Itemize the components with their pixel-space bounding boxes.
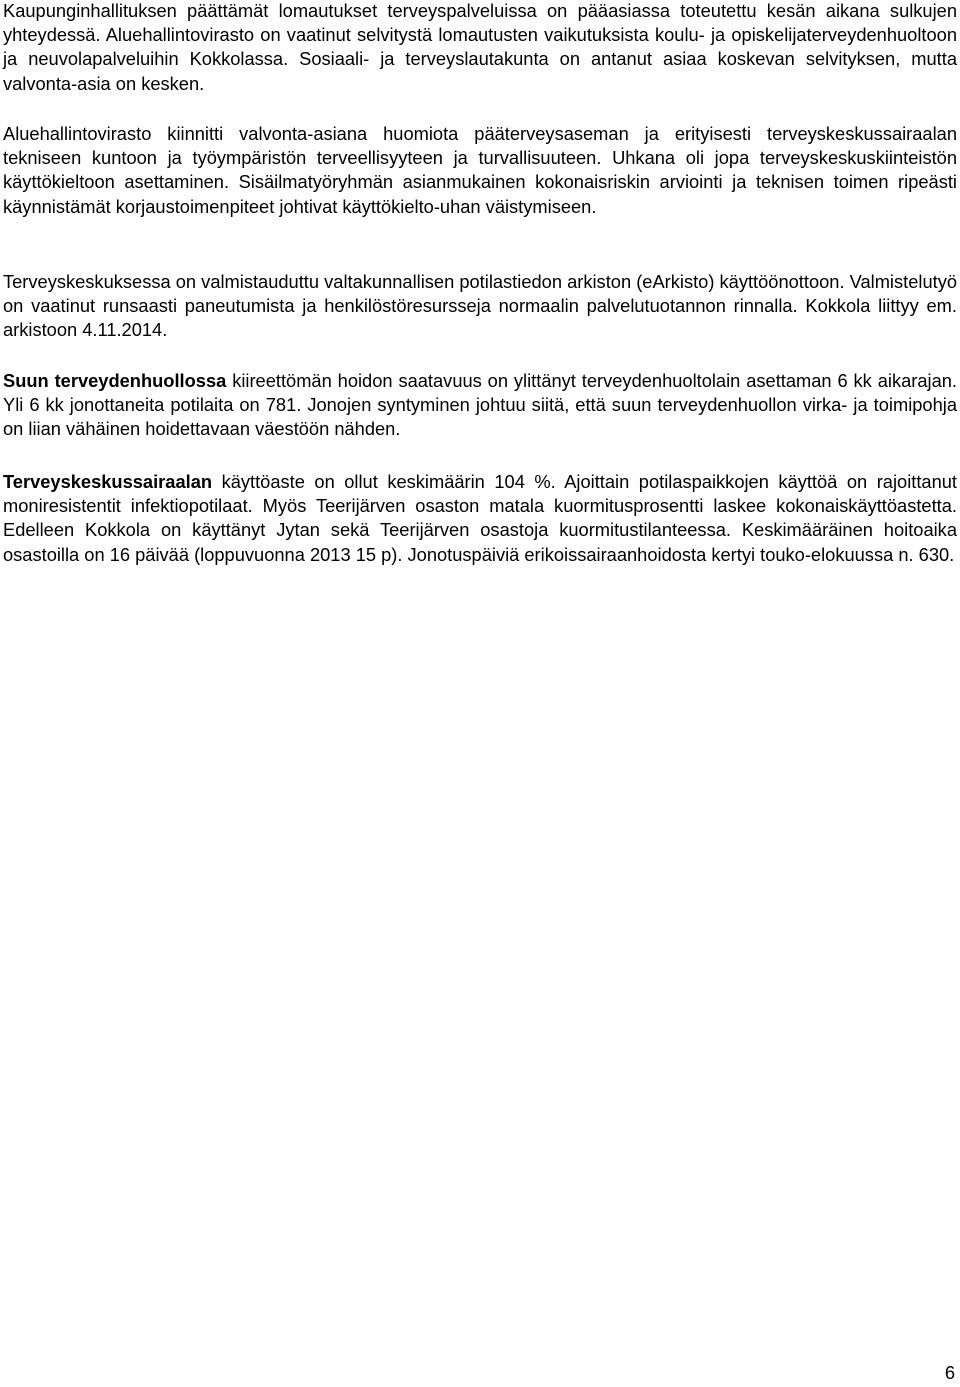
paragraph-suun-terveydenhuolto-text: kiireettömän hoidon saatavuus on ylittänyt terveydenhuoltolain asettaman 6 kk aikarajan. Yli 6 kk jonottaneita potilaita on 781. Jonojen syntyminen johtuu siitä, että suun terveydenhuollon virka- ja toimipohja on liian vähäinen hoidettavaan väestöön nähden. — [3, 370, 957, 440]
paragraph-aluehallintovirasto: Aluehallintovirasto kiinnitti valvonta-asiana huomiota pääterveysaseman ja erityisesti terveyskeskussairaalan tekniseen kuntoon ja työympäristön terveellisyyteen ja turvallisuuteen. Uhkana oli jopa terveyskeskuskiinteistön käyttökieltoon asettaminen. Sisäilmatyöryhmän asianmukainen kokonaisriskin arviointi ja teknisen toimen ripeästi käynnistämät korjaustoimenpiteet johtivat käyttökielto-uhan väistymiseen. — [3, 123, 957, 217]
paragraph-suun-terveydenhuolto — [3, 369, 957, 442]
paragraph-terveyskeskussairaala-text: käyttöaste on ollut keskimäärin 104 %. Ajoittain potilaspaikkojen käyttöä on rajoittanut moniresistentit infektiopotilaat. Myös Teerijärven osaston matala kuormitusprosentti laskee kokonaiskäyttöastetta. Edelleen Kokkola on käyttänyt Jytan sekä Teerijärven osastoja kuormitustilanteessa. Keskimääräinen hoitoaika osastoilla on 16 päivää (loppuvuonna 2013 15 p). Jonotuspäiviä erikoissairaanhoidosta kertyi touko-elokuussa n. 630. — [3, 471, 957, 565]
heading-suun-terveydenhuolto: Suun terveydenhuollossa — [3, 370, 227, 391]
paragraph-terveyskeskussairaala — [3, 470, 957, 567]
paragraph-lomautukset: Kaupunginhallituksen päättämät lomautukset terveyspalveluissa on pääasiassa toteutettu kesän aikana sulkujen yhteydessä. Aluehallintovirasto on vaatinut selvitystä lomautusten vaikutuksista koulu- ja opiskelijaterveydenhuoltoon ja neuvolapalveluihin Kokkolassa. Sosiaali- ja terveyslautakunta on antanut asiaa koskevan selvityksen, mutta valvonta-asia on kesken. — [3, 0, 957, 94]
page-number: 6 — [944, 1362, 955, 1383]
paragraph-earkisto: Terveyskeskuksessa on valmistauduttu valtakunnallisen potilastiedon arkiston (eArkisto) käyttöönottoon. Valmistelutyö on vaatinut runsaasti paneutumista ja henkilöstöresursseja normaalin palvelutuotannon rinnalla. Kokkola liittyy em. arkistoon 4.11.2014. — [3, 271, 957, 341]
heading-terveyskeskussairaala: Terveyskeskussairaalan — [3, 471, 213, 492]
